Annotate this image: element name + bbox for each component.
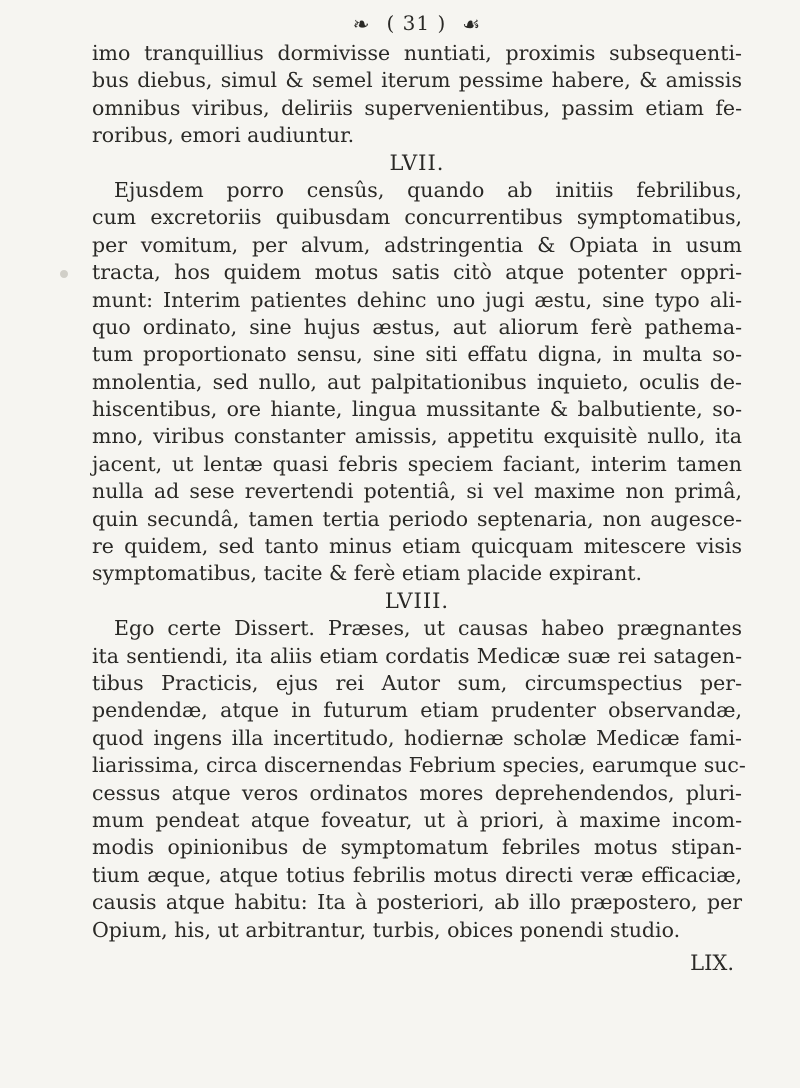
text-line: per vomitum, per alvum, adstringentia & Opiata in usum [92,232,742,257]
text-line: quo ordinato, sine hujus æstus, aut aliorum ferè pathema- [92,314,742,339]
text-line: tium æque, atque totius febrilis motus directi veræ efficaciæ, [92,862,742,887]
text-line: modis opinionibus de symptomatum febriles motus stipan- [92,835,742,860]
ink-spot [60,270,68,278]
ornament-left-icon: ❧ [352,12,371,36]
catchword: LIX. [690,950,734,975]
text-line: Ejusdem porro censûs, quando ab initiis febrilibus, [114,177,742,202]
text-line: omnibus viribus, deliriis supervenientibus, passim etiam fe- [92,95,742,120]
text-line: mno, viribus constanter amissis, appetitu exquisitè nullo, ita [92,424,742,449]
text-line: pendendæ, atque in futurum etiam prudenter observandæ, [92,698,742,723]
section-heading: LVIII. [384,588,450,613]
text-line: nulla ad sese revertendi potentiâ, si vel maxime non primâ, [92,479,742,504]
text-line: tibus Practicis, ejus rei Autor sum, circumspectius per- [92,670,742,695]
text-line: Ego certe Dissert. Præses, ut causas habeo prægnantes [114,616,742,641]
text-line: cessus atque veros ordinatos mores deprehendendos, pluri- [92,780,742,805]
text-line: mum pendeat atque foveatur, ut à priori, à maxime incom- [92,807,742,832]
text-line: symptomatibus, tacite & ferè etiam placide expirant. [92,561,643,586]
text-line: tracta, hos quidem motus satis citò atque potenter oppri- [92,260,742,285]
section-heading: LVII. [389,150,445,175]
text-line: causis atque habitu: Ita à posteriori, ab illo præpostero, per [92,890,742,915]
body-text [92,40,746,944]
text-line: quod ingens illa incertitudo, hodiernæ scholæ Medicæ fami- [92,725,742,750]
text-line: roribus, emori audiuntur. [92,123,355,148]
text-line: jacent, ut lentæ quasi febris speciem faciant, interim tamen [92,451,742,476]
text-line: liarissima, circa discernendas Febrium species, earumque suc- [92,753,746,778]
text-line: Opium, his, ut arbitrantur, turbis, obices ponendi studio. [92,917,681,942]
text-line: quin secundâ, tamen tertia periodo septenaria, non augesce- [92,506,742,531]
text-line: bus diebus, simul & semel iterum pessime habere, & amissis [92,68,742,93]
text-line: ita sentiendi, ita aliis etiam cordatis Medicæ suæ rei satagen- [92,643,742,668]
ornament-right-icon: ☙ [462,12,482,36]
text-line: re quidem, sed tanto minus etiam quicquam mitescere visis [92,534,742,559]
text-line: tum proportionato sensu, sine siti effatu digna, in multa so- [92,342,742,367]
text-line: mnolentia, sed nullo, aut palpitationibus inquieto, oculis de- [92,369,742,394]
page-number: ( 31 ) [386,11,447,35]
text-line: hiscentibus, ore hiante, lingua mussitante & balbutiente, so- [92,397,742,422]
text-line: munt: Interim patientes dehinc uno jugi æstu, sine typo ali- [92,287,742,312]
running-head [92,10,742,40]
text-line: imo tranquillius dormivisse nuntiati, proximis subsequenti- [92,41,742,65]
text-line: cum excretoriis quibusdam concurrentibus symptomatibus, [92,205,742,230]
